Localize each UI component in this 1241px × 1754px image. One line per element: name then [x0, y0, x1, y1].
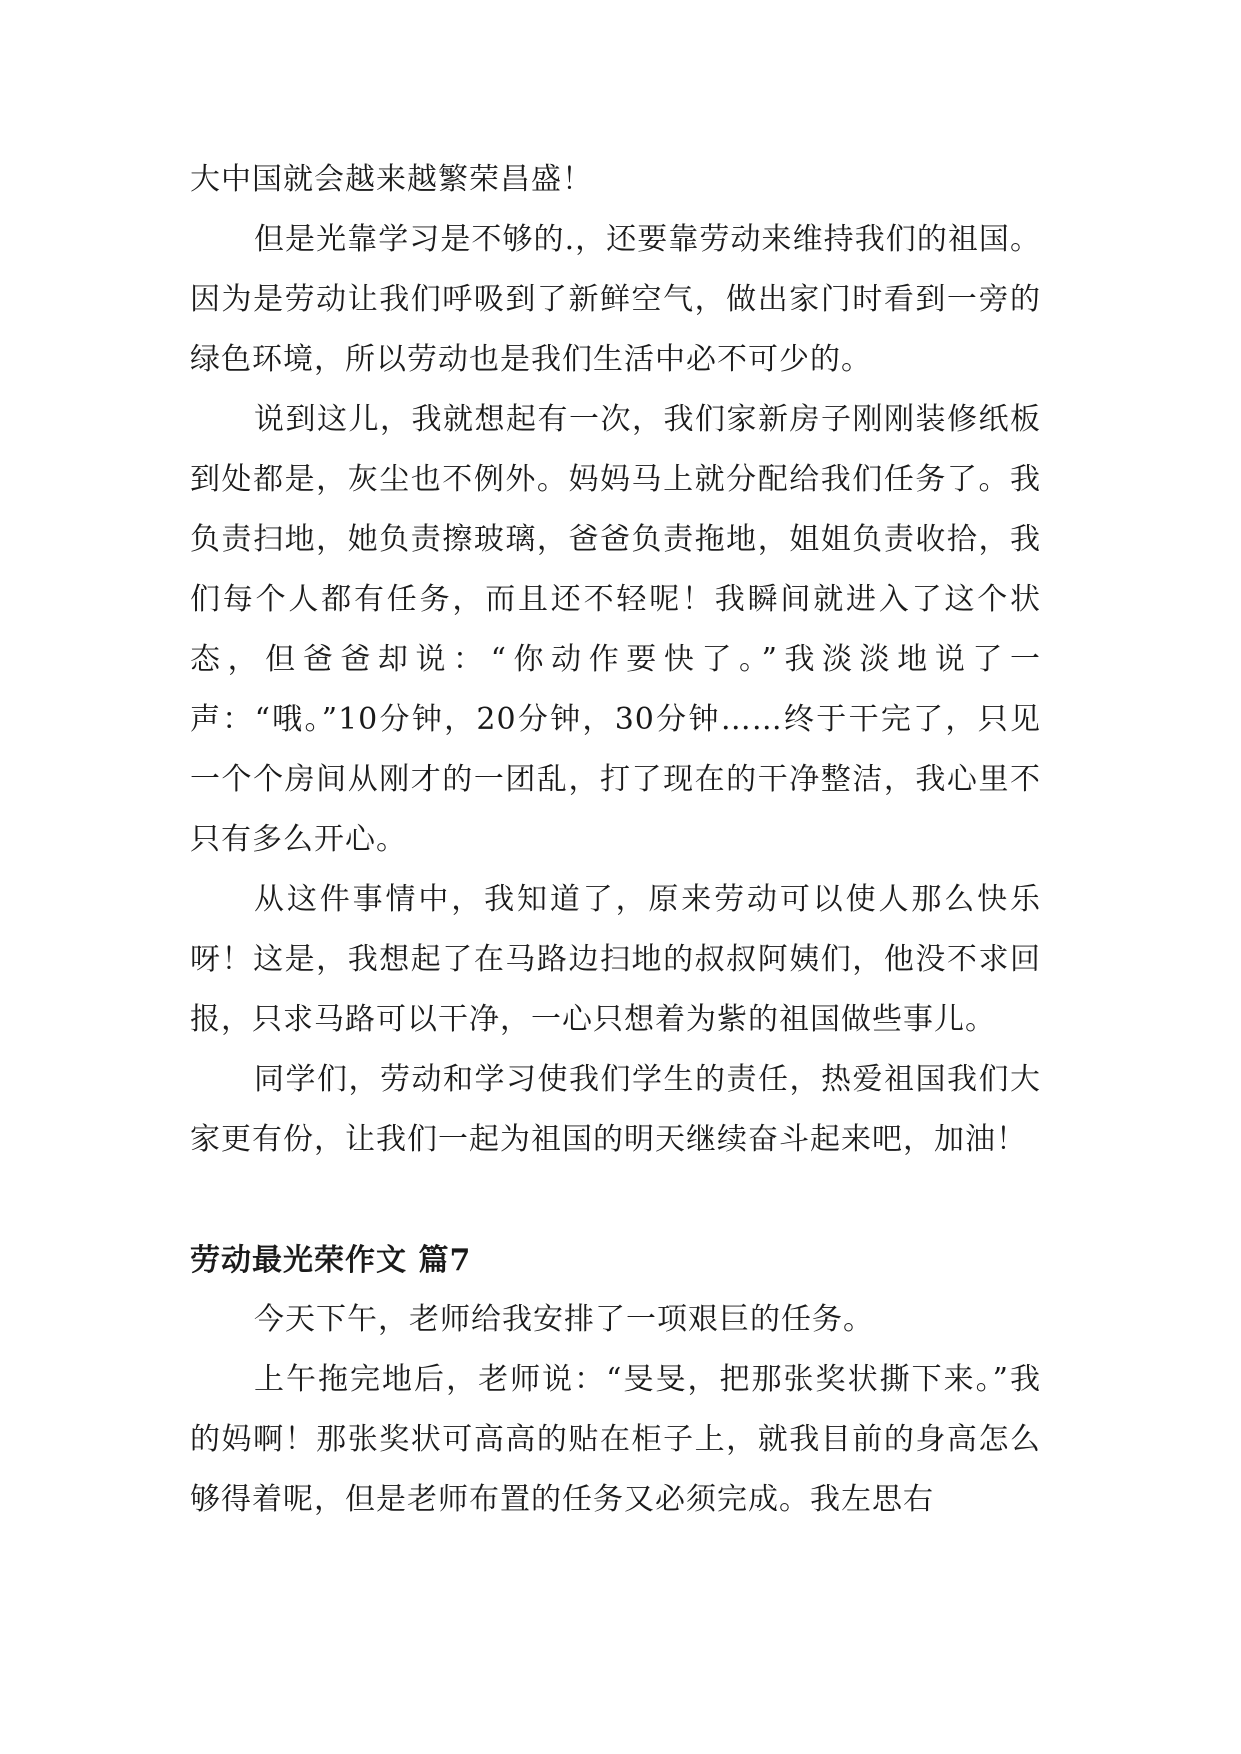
- paragraph-1: 大中国就会越来越繁荣昌盛！: [190, 162, 593, 197]
- paragraph-2: 但是光靠学习是不够的.，还要靠劳动来维持我们的祖国。因为是劳动让我们呼吸到了新鲜空气，做出家门时看到一旁的绿色环境，所以劳动也是我们生活中必不可少的。: [190, 222, 1041, 377]
- paragraph-5: 同学们，劳动和学习使我们学生的责任，热爱祖国我们大家更有份，让我们一起为祖国的明天继续奋斗起来吧，加油！: [190, 1062, 1041, 1157]
- paragraph-4: 从这件事情中，我知道了，原来劳动可以使人那么快乐呀！这是，我想起了在马路边扫地的叔叔阿姨们，他没不求回报，只求马路可以干净，一心只想着为紫的祖国做些事儿。: [190, 882, 1041, 1037]
- paragraph-6: 今天下午，老师给我安排了一项艰巨的任务。: [254, 1302, 874, 1337]
- section-heading: 劳动最光荣作文 篇7: [190, 1243, 472, 1278]
- paragraph-7: 上午拖完地后，老师说：“旻旻，把那张奖状撕下来。”我的妈啊！那张奖状可高高的贴在柜子上，就我目前的身高怎么够得着呢，但是老师布置的任务又必须完成。我左思右: [190, 1362, 1041, 1517]
- paragraph-3: 说到这儿，我就想起有一次，我们家新房子刚刚装修纸板到处都是，灰尘也不例外。妈妈马上就分配给我们任务了。我负责扫地，她负责擦玻璃，爸爸负责拖地，姐姐负责收拾，我们每个人都有任务，而且还不轻呢！我瞬间就进入了这个状态，但爸爸却说：“你动作要快了。”我淡淡地说了一声：“哦。”10分钟，20分钟，30分钟……终于干完了，只见一个个房间从刚才的一团乱，打了现在的干净整洁，我心里不只有多么开心。: [190, 402, 1041, 857]
